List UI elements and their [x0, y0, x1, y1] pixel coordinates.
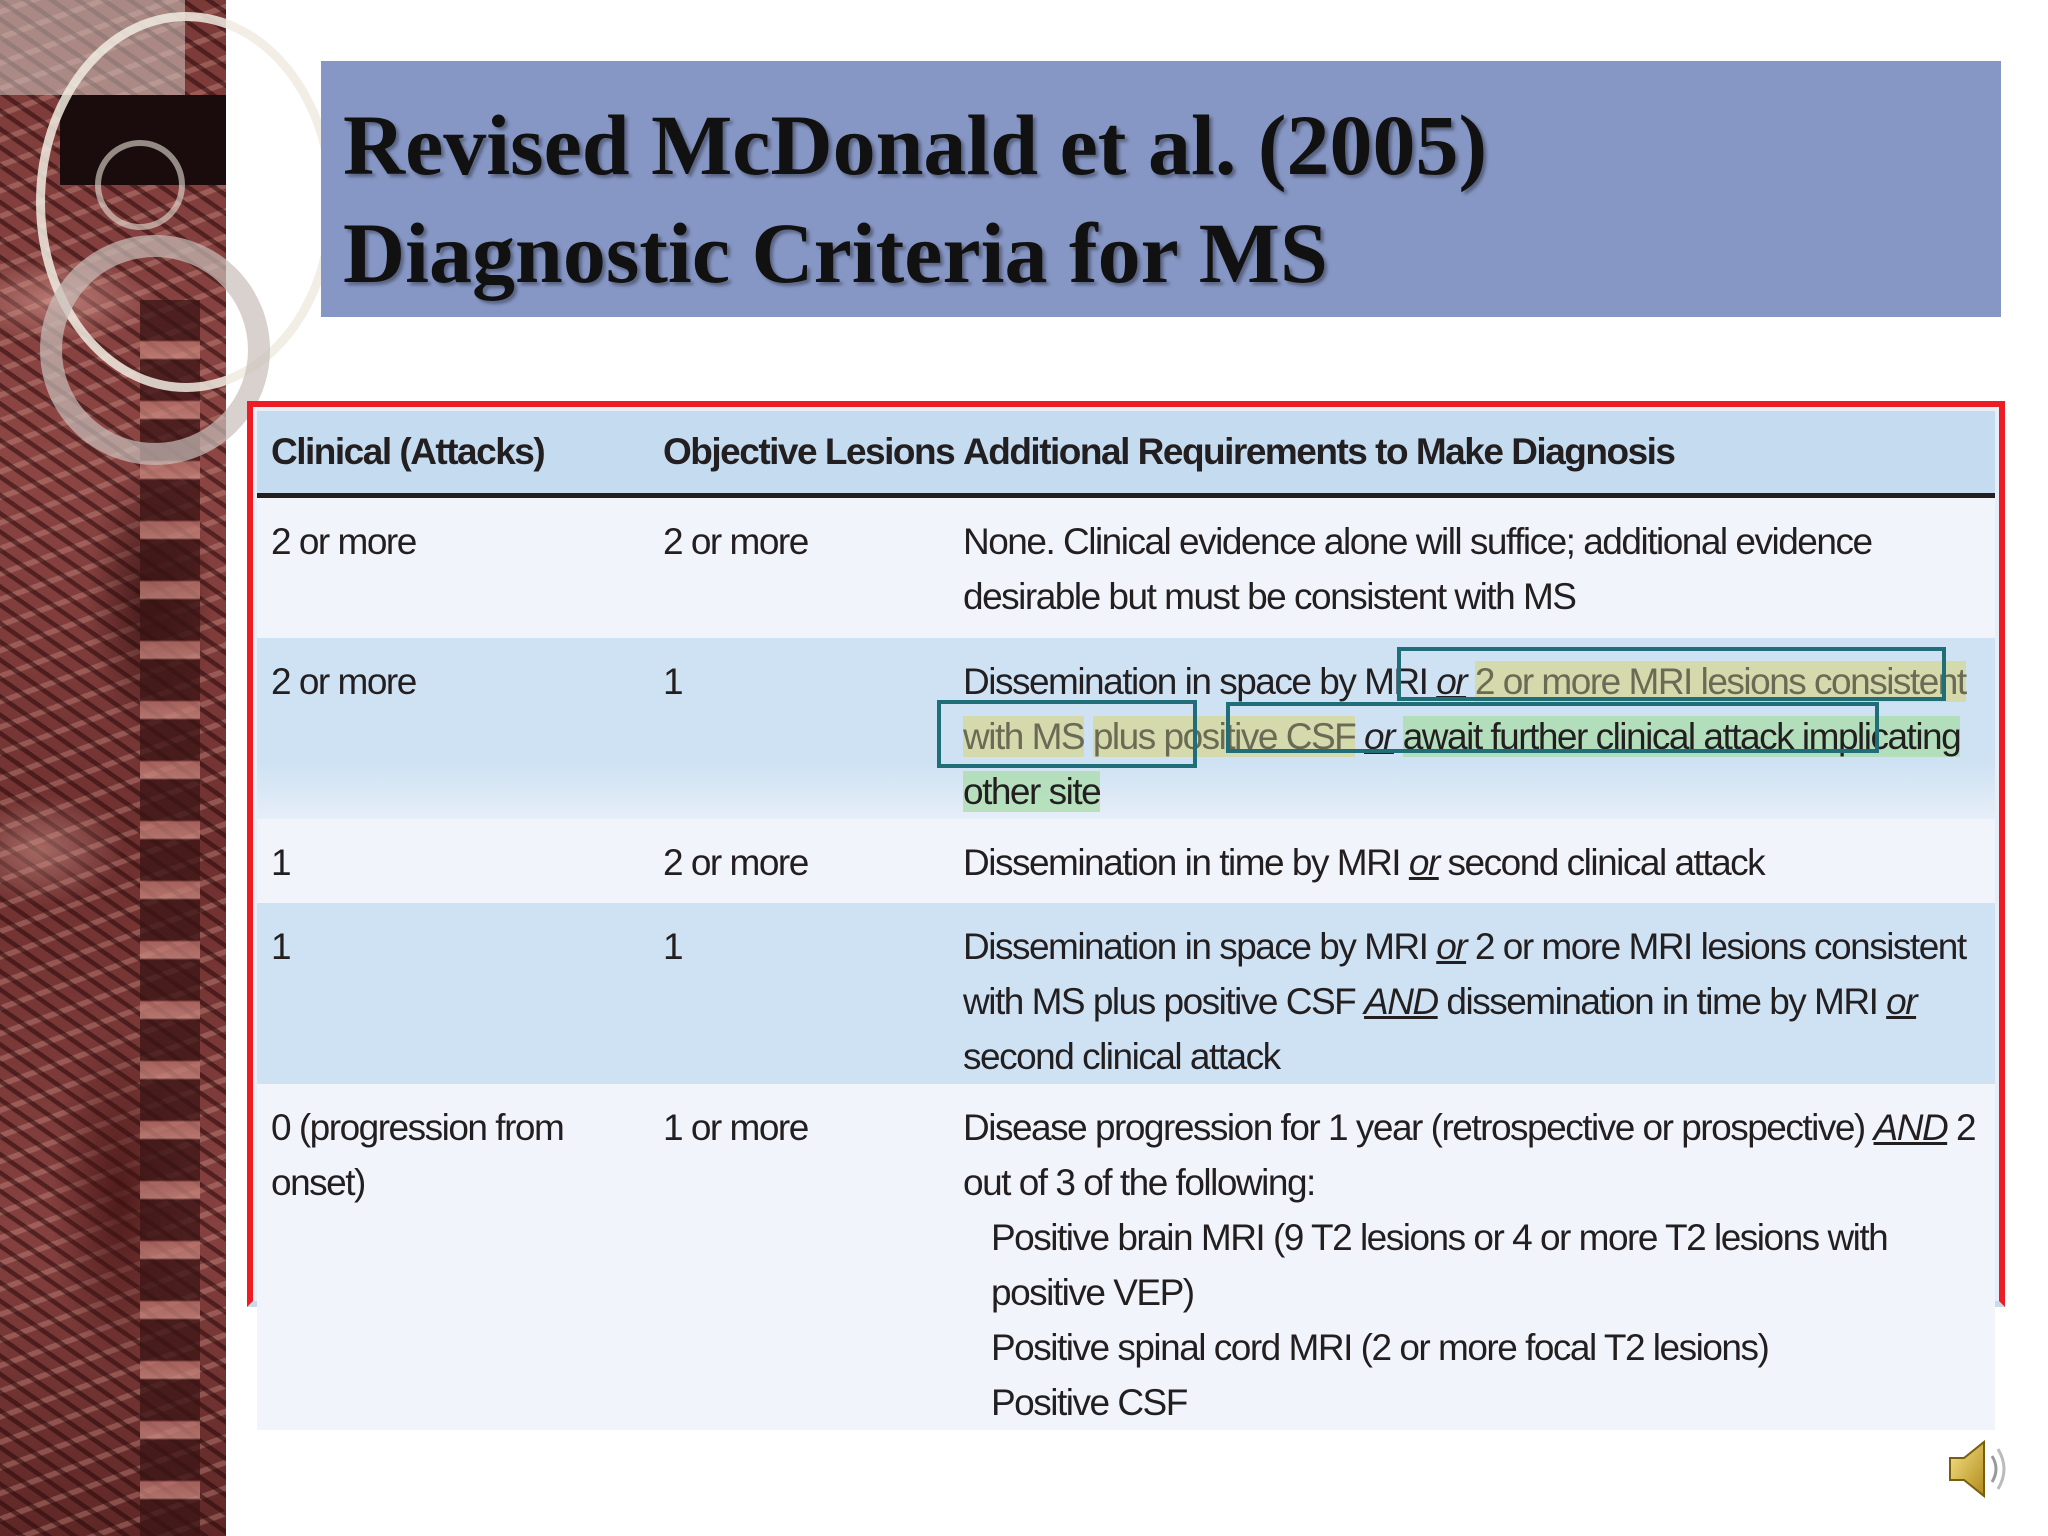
cell-clinical: 2 or more [257, 496, 663, 639]
or-emphasis: or [1364, 716, 1394, 757]
text-segment: Dissemination in space by MRI [963, 926, 1437, 967]
cell-requirements [963, 819, 1995, 903]
cell-lesions: 1 [663, 903, 963, 1084]
cell-requirements: None. Clinical evidence alone will suffice; additional evidence desirable but must be consistent with MS [963, 496, 1995, 639]
highlight-csf: plus positive CSF [1092, 716, 1356, 757]
decorative-ring [40, 235, 270, 465]
table-row [257, 1084, 1995, 1430]
table-row [257, 496, 1995, 639]
column-header-clinical: Clinical (Attacks) [257, 411, 663, 496]
text-segment: dissemination in time by MRI [1437, 981, 1887, 1022]
cell-clinical: 1 [257, 819, 663, 903]
or-emphasis: or [1886, 981, 1917, 1022]
text-segment: 2 or more MRI lesions consistent with MS plus positive CSF [963, 926, 1966, 1022]
decorative-ring [95, 140, 185, 230]
text-segment: second clinical attack [963, 1036, 1280, 1077]
cell-clinical: 2 or more [257, 638, 663, 819]
slide-title [321, 61, 2001, 317]
or-emphasis: or [1436, 661, 1467, 702]
text-segment: Disease progression for 1 year (retrospective or prospective) [963, 1107, 1874, 1148]
speaker-icon[interactable] [1944, 1434, 2014, 1504]
cell-lesions: 1 [663, 638, 963, 819]
column-header-lesions: Objective Lesions [663, 411, 963, 496]
text-segment: Dissemination in time by MRI [963, 842, 1409, 883]
spine-image [140, 300, 200, 1536]
sub-item-brain-mri: Positive brain MRI (9 T2 lesions or 4 or more T2 lesions with positive VEP) [991, 1217, 1888, 1313]
cell-requirements [963, 1084, 1995, 1430]
title-line-2: Diagnostic Criteria for MS [343, 205, 1328, 301]
table-row [257, 819, 1995, 903]
cell-lesions: 1 or more [663, 1084, 963, 1430]
cell-requirements [963, 903, 1995, 1084]
text-segment: 2 out of 3 of the following: [963, 1107, 1976, 1203]
title-line-1: Revised McDonald et al. (2005) [343, 97, 1488, 193]
sub-item-spinal-mri: Positive spinal cord MRI (2 or more focal T2 lesions) [991, 1327, 1769, 1368]
or-emphasis: or [1408, 842, 1439, 883]
criteria-table-frame [247, 401, 2005, 1423]
cell-clinical: 1 [257, 903, 663, 1084]
and-emphasis: AND [1364, 981, 1438, 1022]
cell-lesions: 2 or more [663, 819, 963, 903]
criteria-table [257, 411, 1995, 1430]
column-header-requirements: Additional Requirements to Make Diagnosis [963, 411, 1995, 496]
table-header-row [257, 411, 1995, 496]
text-segment: second clinical attack [1438, 842, 1765, 883]
cell-clinical: 0 (progression from onset) [257, 1084, 663, 1430]
sub-item-csf: Positive CSF [991, 1382, 1187, 1423]
and-emphasis: AND [1873, 1107, 1948, 1148]
text-segment: Dissemination in space by MRI [963, 661, 1437, 702]
table-row [257, 903, 1995, 1084]
cell-requirements [963, 638, 1995, 819]
highlight-await-attack: await further clinical attack implicating other site [963, 716, 1961, 812]
highlight-lesions: 2 or more MRI lesions consistent with MS [963, 661, 1966, 757]
cell-lesions: 2 or more [663, 496, 963, 639]
table-row [257, 638, 1995, 819]
or-emphasis: or [1436, 926, 1467, 967]
